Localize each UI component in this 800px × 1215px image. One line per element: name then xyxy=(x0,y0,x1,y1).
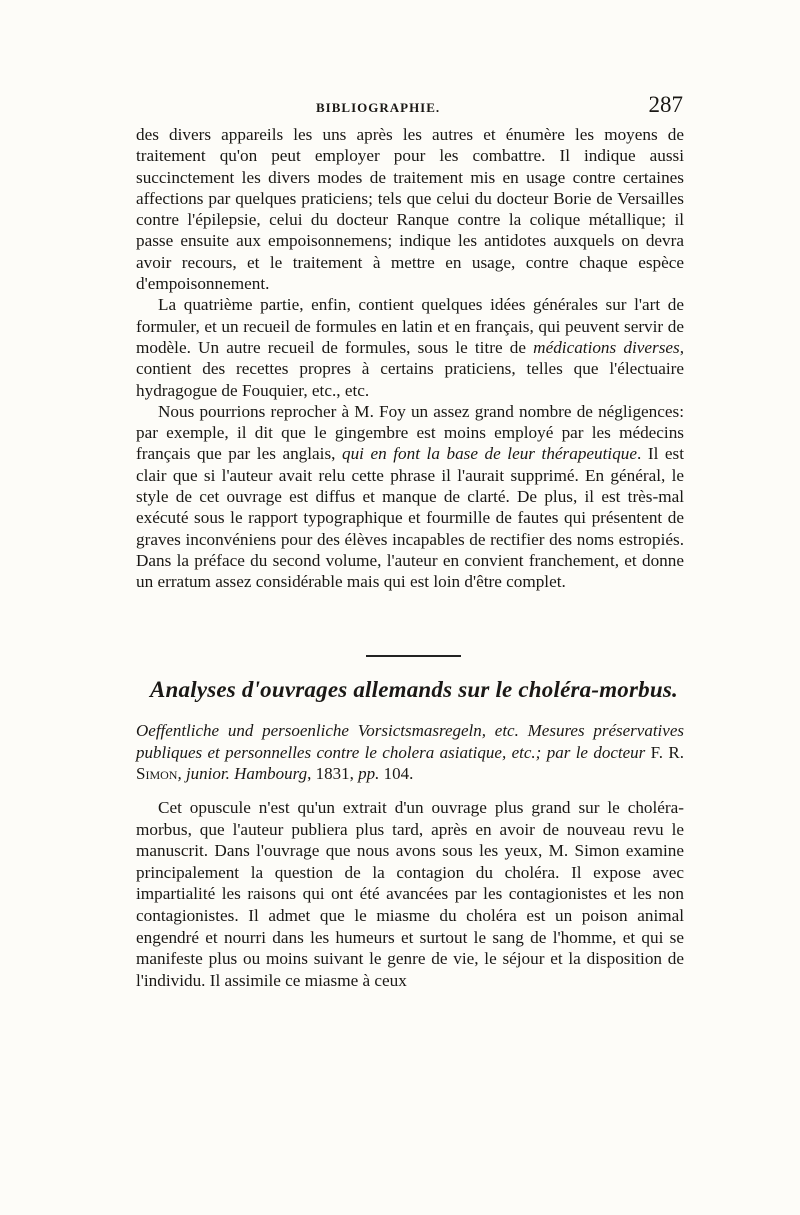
section-divider xyxy=(366,655,461,657)
paragraph-fourth-part xyxy=(136,294,684,400)
running-head: BIBLIOGRAPHIE. xyxy=(316,100,441,115)
citation-text: , junior. Hambourg xyxy=(177,764,308,783)
bibliographic-citation xyxy=(136,720,684,785)
citation-pages-label: pp. xyxy=(358,764,380,783)
citation-pages: 104. xyxy=(379,764,414,783)
text-block-upper xyxy=(136,124,684,593)
text-block-lower xyxy=(136,797,684,991)
page-header xyxy=(138,92,683,122)
citation-author: F. R. Simon xyxy=(136,742,684,783)
paragraph-text: La quatrième partie, enfin, contient quelques idées générales sur l'art de formuler, et un recueil de formules en latin et en français, qui peuvent servir de modèle. Un autre recueil de formules, sous le titre de xyxy=(136,295,684,357)
paragraph-text: . Il est clair que si l'auteur avait relu cette phrase il l'aurait supprimé. En général, le style de cet ouvrage est diffus et manque de clarté. De plus, il est très-mal exécuté sous le rapport typographique et fourmille de fautes qui présentent de graves inconvéniens pour des élèves incapables de rectifier des noms estropiés. Dans la préface du second volume, l'auteur en convient franchement, et donne un erratum assez considérable mais qui est loin d'être complet. xyxy=(136,444,685,592)
section-title: Analyses d'ouvrages allemands sur le choléra-morbus. xyxy=(150,677,678,702)
paragraph-continued: des divers appareils les uns après les autres et énumère les moyens de traitement qu'on peut employer pour les combattre. Il indique aussi succinctement les divers modes de traitement mis en usage contre certaines affections par quelques praticiens; tels que celui du docteur Borie de Versailles contre l'épilepsie, celui du docteur Ranque contre la colique métallique; il passe ensuite aux empoisonnemens; indique les antidotes auxquels on devra avoir recours, et le traitement à mettre en usage, contre chaque espèce d'empoisonnement. xyxy=(136,125,684,294)
page-number: 287 xyxy=(648,92,683,117)
italic-title: médications diverses xyxy=(533,337,680,357)
paragraph-review: Cet opuscule n'est qu'un extrait d'un ouvrage plus grand sur le choléra-morbus, que l'auteur publiera plus tard, après en avoir de nouveau revu le manuscrit. Dans l'ouvrage que nous avons sous les yeux, M. Simon examine principalement la question de la contagion du choléra. Il expose avec impartialité les raisons qui ont été avancées par les contagionistes et les non contagionistes. Il admet que le miasme du choléra est un poison animal engendré et nourri dans les humeurs et surtout le sang de l'homme, et qui se manifeste plus ou moins suivant le genre de vie, le séjour et la disposition de l'individu. Il assimile ce miasme à ceux xyxy=(136,798,684,990)
italic-quote: qui en font la base de leur thérapeutique xyxy=(341,444,638,464)
paragraph-text: , contient des recettes propres à certains praticiens, telles que l'électuaire hydragogue de Fouquier, etc., etc. xyxy=(136,337,684,400)
citation-text: Oeffentliche und persoenliche Vorsictsmasregeln, etc. Mesures préservatives publiques et personnelles contre le cholera asiatique, etc.; par le docteur xyxy=(136,721,684,762)
paragraph-text: Nous pourrions reprocher à M. Foy un assez grand nombre de négligences: par exemple, il dit que le gingembre est moins employé par les médecins français que par les anglais, xyxy=(136,401,684,464)
paragraph-critique xyxy=(136,401,684,593)
citation-year: , 1831, xyxy=(307,764,359,783)
